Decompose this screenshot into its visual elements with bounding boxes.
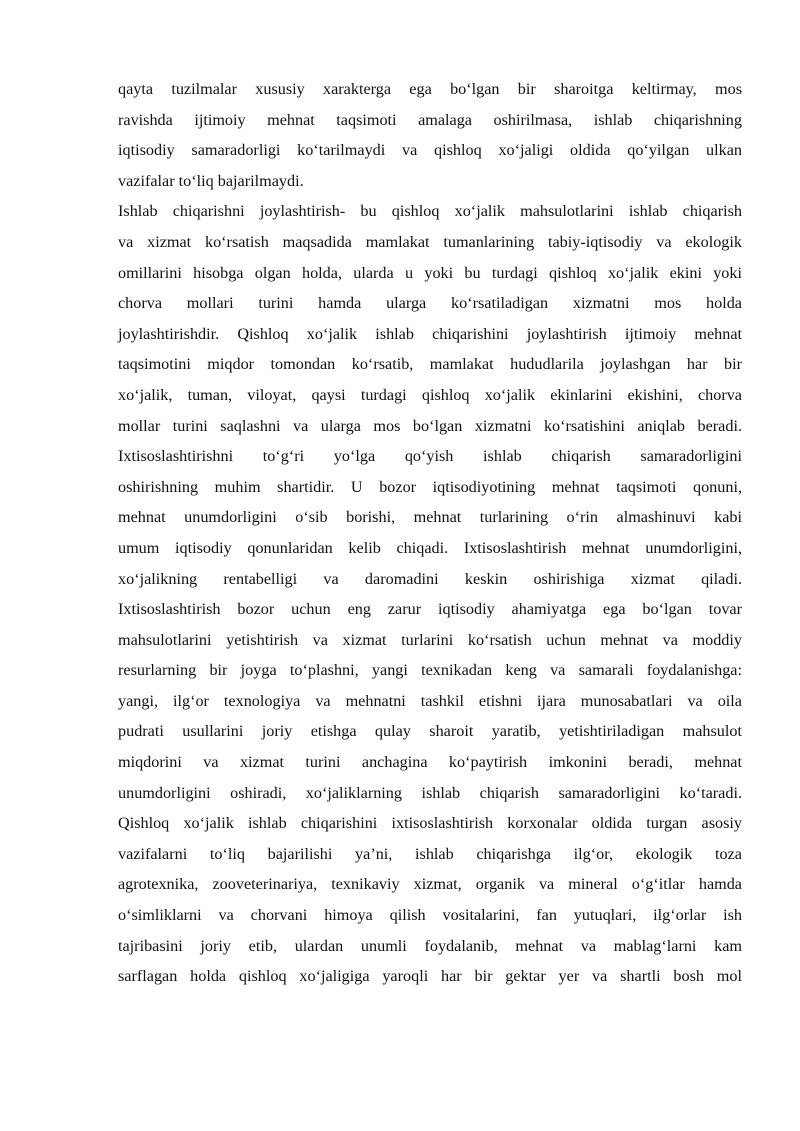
text-line: Ixtisoslashtirishni toʻgʻri yoʻlga qoʻyish ishlab chiqarish samaradorligini [118, 447, 742, 466]
text-line: mehnat unumdorligini oʻsib borishi, mehnat turlarining oʻrin almashinuvi kabi [118, 508, 742, 527]
text-line: xoʻjalik, tuman, viloyat, qaysi turdagi qishloq xoʻjalik ekinlarini ekishini, chorva [118, 385, 742, 404]
text-line: resurlarning bir joyga toʻplashni, yangi texnikadan keng va samarali foydalanishga: [118, 661, 742, 680]
text-line: vazifalarni toʻliq bajarilishi yaʼni, ishlab chiqarishga ilgʻor, ekologik toza [118, 844, 742, 863]
text-line: yangi, ilgʻor texnologiya va mehnatni tashkil etishni ijara munosabatlari va oila [118, 691, 742, 710]
text-line: xoʻjalikning rentabelligi va daromadini keskin oshirishiga xizmat qiladi. [118, 569, 742, 588]
text-line: iqtisodiy samaradorligi koʻtarilmaydi va qishloq xoʻjaligi oldida qoʻyilgan ulkan [118, 141, 742, 160]
text-line: agrotexnika, zooveterinariya, texnikaviy xizmat, organik va mineral oʻgʻitlar hamda [118, 875, 742, 894]
text-line: vazifalar toʻliq bajarilmaydi. [118, 171, 304, 190]
text-line: mahsulotlarini yetishtirish va xizmat turlarini koʻrsatish uchun mehnat va moddiy [118, 630, 742, 649]
text-line: umum iqtisodiy qonunlaridan kelib chiqadi. Ixtisoslashtirish mehnat unumdorligini, [118, 538, 742, 557]
text-line: pudrati usullarini joriy etishga qulay sharoit yaratib, yetishtiriladigan mahsulot [118, 722, 742, 741]
text-line: ravishda ijtimoiy mehnat taqsimoti amalaga oshirilmasa, ishlab chiqarishning [118, 110, 742, 129]
text-line: joylashtirishdir. Qishloq xoʻjalik ishlab chiqarishini joylashtirish ijtimoiy mehnat [118, 324, 742, 343]
text-line: qayta tuzilmalar xususiy xarakterga ega boʻlgan bir sharoitga keltirmay, mos [118, 80, 742, 98]
text-line: omillarini hisobga olgan holda, ularda u yoki bu turdagi qishloq xoʻjalik ekini yoki [118, 263, 742, 282]
text-line: unumdorligini oshiradi, xoʻjaliklarning ishlab chiqarish samaradorligini koʻtaradi. [118, 783, 742, 802]
text-line: Ixtisoslashtirish bozor uchun eng zarur iqtisodiy ahamiyatga ega boʻlgan tovar [118, 600, 742, 619]
text-line: tajribasini joriy etib, ulardan unumli foydalanib, mehnat va mablagʻlarni kam [118, 936, 742, 955]
body-text [118, 74, 742, 992]
text-line: va xizmat koʻrsatish maqsadida mamlakat tumanlarining tabiy-iqtisodiy va ekologik [118, 232, 742, 251]
text-line: miqdorini va xizmat turini anchagina koʻpaytirish imkonini beradi, mehnat [118, 753, 742, 772]
text-line: sarflagan holda qishloq xoʻjaligiga yaroqli har bir gektar yer va shartli bosh mol [118, 967, 742, 986]
text-line: Qishloq xoʻjalik ishlab chiqarishini ixtisoslashtirish korxonalar oldida turgan asosiy [118, 814, 742, 833]
text-line: chorva mollari turini hamda ularga koʻrsatiladigan xizmatni mos holda [118, 294, 742, 313]
text-line: oshirishning muhim shartidir. U bozor iqtisodiyotining mehnat taqsimoti qonuni, [118, 477, 742, 496]
text-line: taqsimotini miqdor tomondan koʻrsatib, mamlakat hududlarila joylashgan har bir [118, 355, 742, 374]
text-line: Ishlab chiqarishni joylashtirish- bu qishloq xoʻjalik mahsulotlarini ishlab chiqarish [118, 202, 742, 221]
text-line: mollar turini saqlashni va ularga mos boʻlgan xizmatni koʻrsatishini aniqlab beradi. [118, 416, 742, 435]
text-line: oʻsimliklarni va chorvani himoya qilish vositalarini, fan yutuqlari, ilgʻorlar ish [118, 906, 742, 925]
